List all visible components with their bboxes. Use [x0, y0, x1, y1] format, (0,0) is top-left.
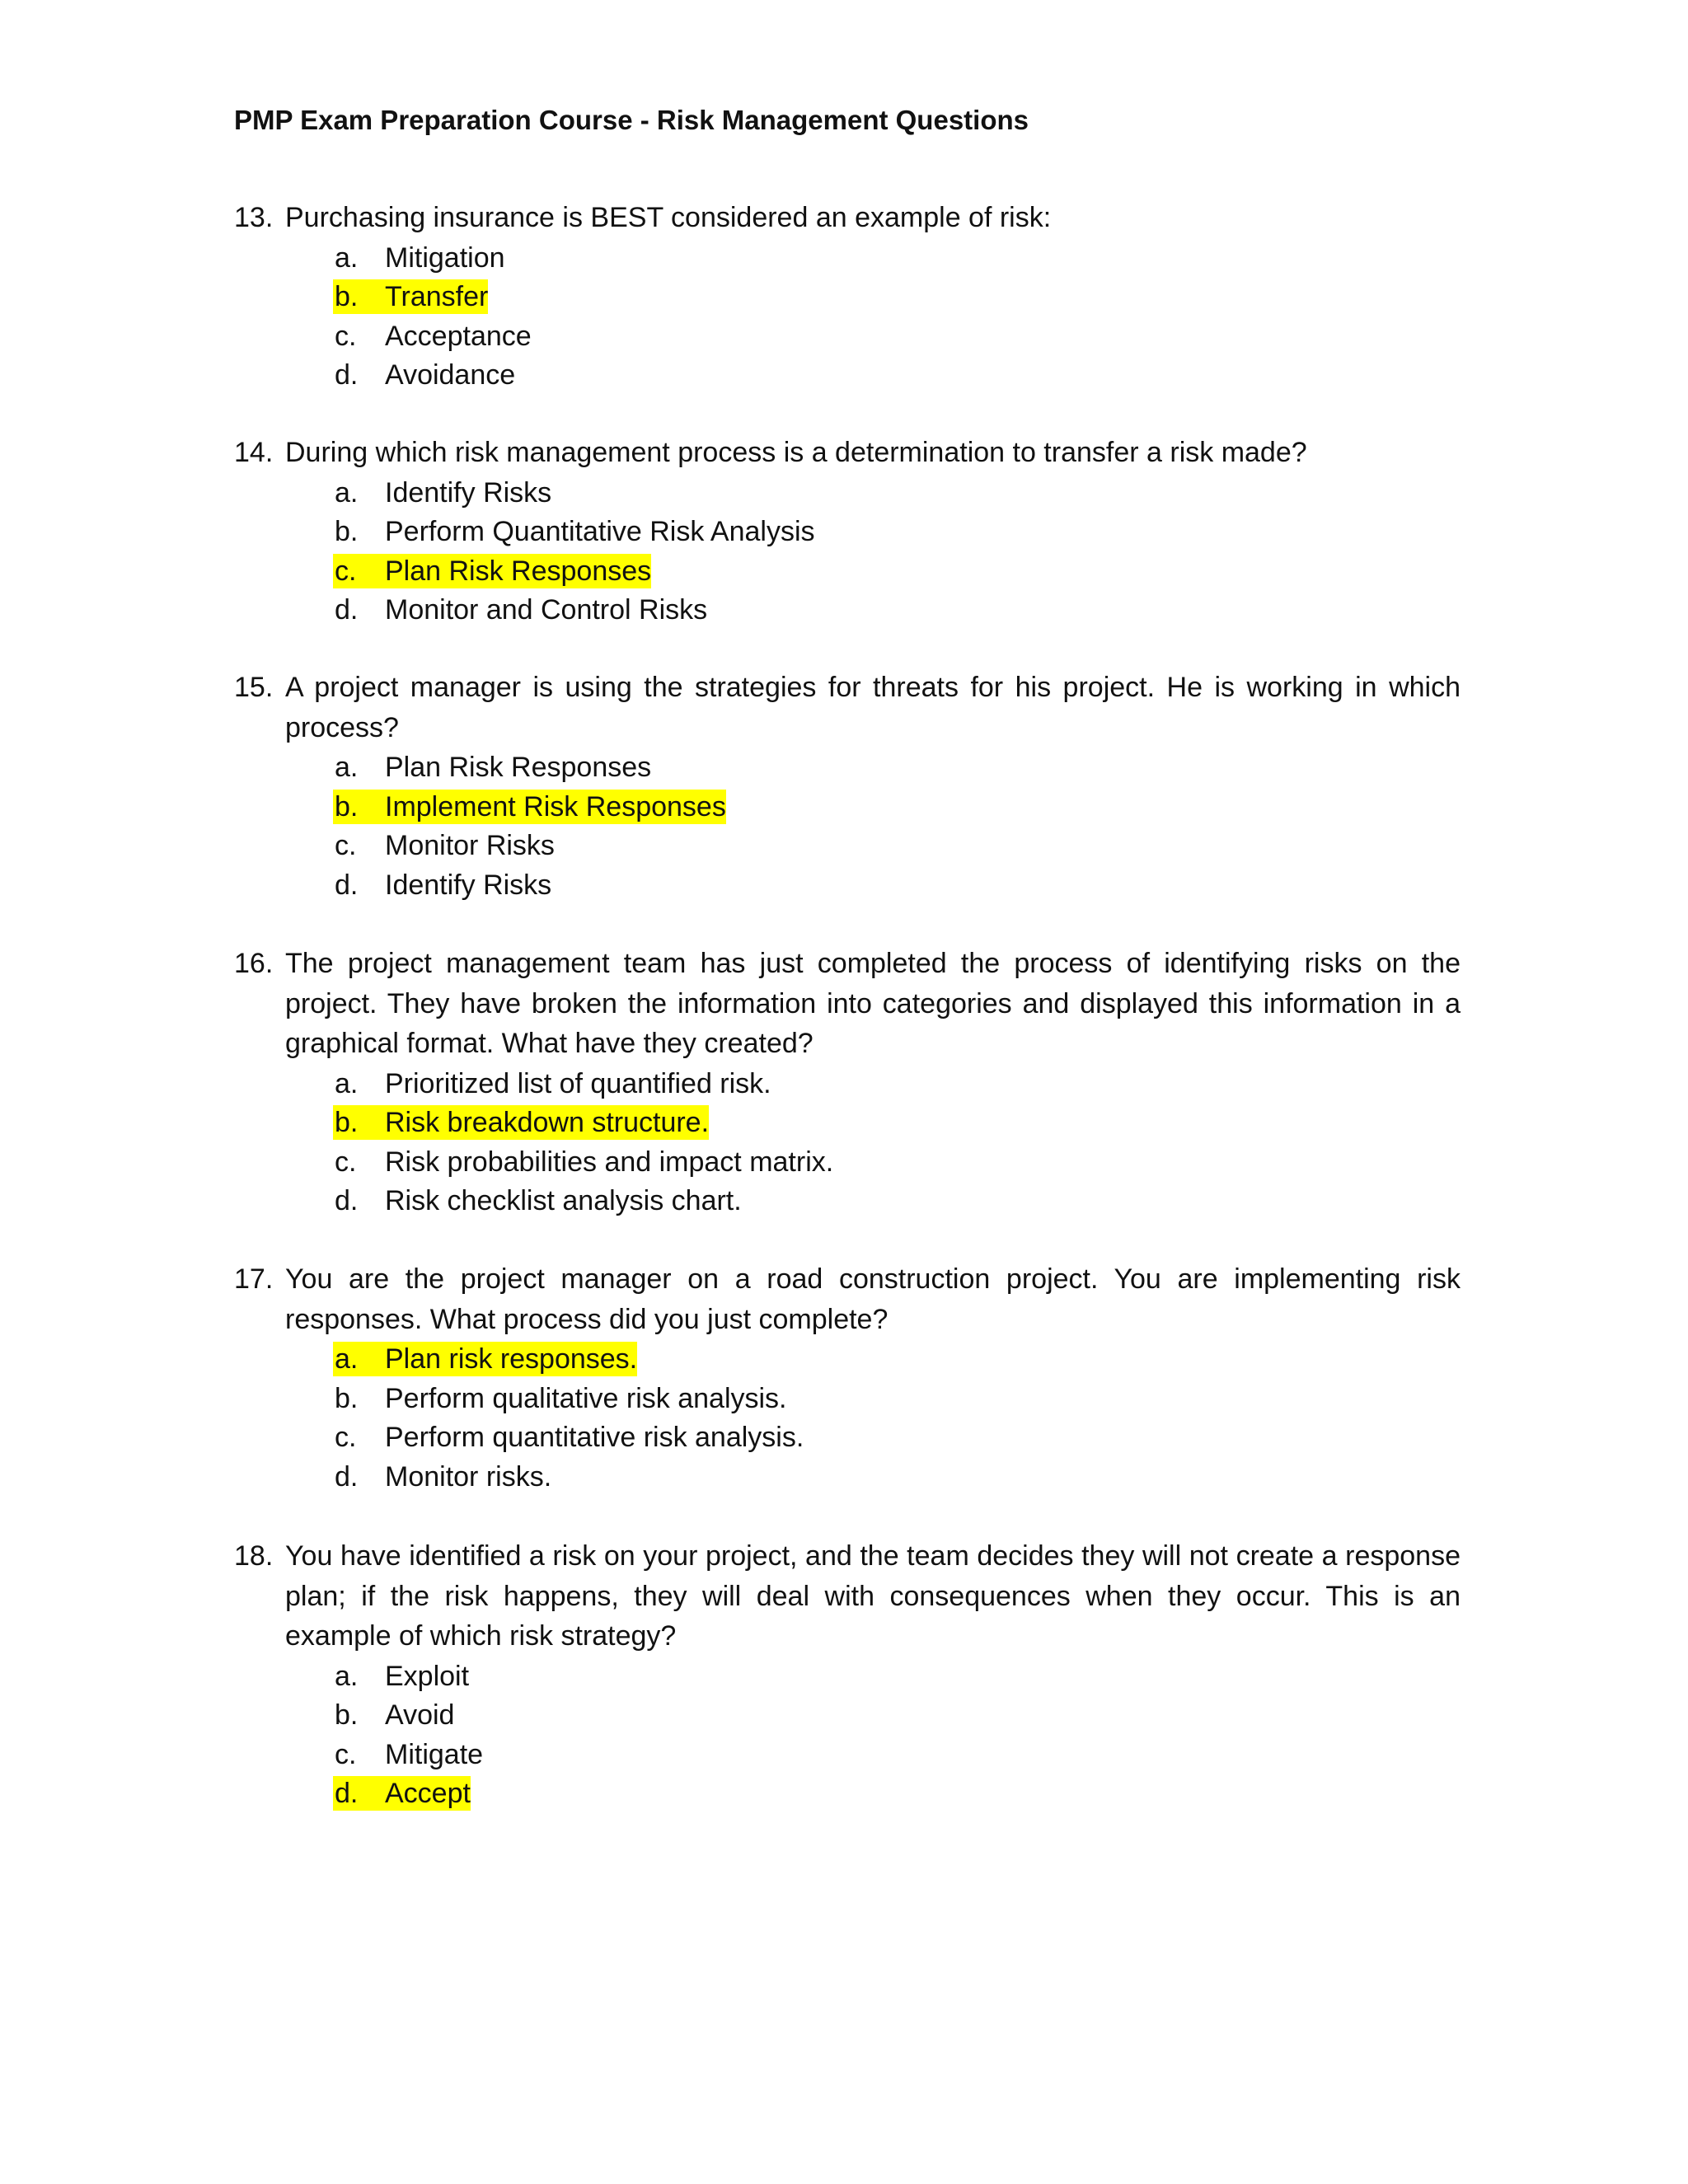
option-text: Avoidance: [385, 359, 516, 391]
option-letter: d.: [335, 359, 359, 391]
option-letter: d.: [335, 1185, 359, 1216]
option-letter: a.: [335, 1343, 359, 1375]
option-text: Risk probabilities and impact matrix.: [385, 1146, 834, 1178]
option-c: [234, 826, 1461, 865]
option-text: Implement Risk Responses: [385, 790, 726, 823]
question-16: [234, 944, 1461, 1221]
option-letter: a.: [335, 1660, 359, 1692]
option-letter: b.: [335, 1107, 359, 1138]
option-text: Risk checklist analysis chart.: [385, 1185, 742, 1216]
option-text: Monitor and Control Risks: [385, 594, 708, 626]
question-18: [234, 1536, 1461, 1813]
question-number: 18.: [234, 1540, 274, 1572]
question-number: 14.: [234, 437, 274, 468]
question-text: A project manager is using the strategies for threats for his project. He is working in which process?: [285, 672, 1461, 743]
question-stem: [234, 668, 1461, 748]
question-14: [234, 433, 1461, 630]
document-title: PMP Exam Preparation Course - Risk Management Questions: [234, 105, 1029, 135]
options-list: [234, 1657, 1461, 1813]
option-text: Prioritized list of quantified risk.: [385, 1067, 771, 1099]
option-letter: d.: [335, 869, 359, 901]
option-d: [234, 355, 1461, 395]
question-15: [234, 668, 1461, 904]
question-number: 17.: [234, 1263, 274, 1295]
option-text: Plan risk responses.: [385, 1343, 638, 1375]
option-c: [234, 1142, 1461, 1182]
question-number: 13.: [234, 202, 274, 233]
option-b-correct-answer: [234, 277, 1461, 316]
option-d: [234, 590, 1461, 630]
option-text: Perform qualitative risk analysis.: [385, 1382, 787, 1414]
option-letter: d.: [335, 1460, 359, 1493]
question-13: [234, 198, 1461, 395]
option-a: [234, 1657, 1461, 1696]
option-text: Perform quantitative risk analysis.: [385, 1422, 804, 1453]
option-a: [234, 473, 1461, 513]
question-text: You are the project manager on a road construction project. You are implementing risk responses. What process did you just complete?: [285, 1263, 1461, 1335]
option-text: Mitigate: [385, 1738, 484, 1770]
option-letter: c.: [335, 1146, 357, 1178]
option-text: Identify Risks: [385, 476, 552, 509]
option-d: [234, 1457, 1461, 1497]
question-stem: [234, 433, 1461, 473]
option-text: Identify Risks: [385, 869, 552, 901]
option-text: Perform Quantitative Risk Analysis: [385, 516, 815, 547]
option-c: [234, 1735, 1461, 1774]
option-text: Accept: [385, 1778, 471, 1809]
option-text: Transfer: [385, 281, 489, 312]
question-number: 16.: [234, 948, 274, 979]
option-b: [234, 1379, 1461, 1418]
option-letter: b.: [335, 790, 359, 823]
option-letter: d.: [335, 1778, 359, 1809]
options-list: [234, 748, 1461, 904]
option-letter: c.: [335, 830, 357, 861]
option-letter: d.: [335, 594, 359, 626]
option-letter: c.: [335, 1422, 357, 1453]
options-list: [234, 473, 1461, 630]
option-letter: c.: [335, 1738, 357, 1770]
option-text: Plan Risk Responses: [385, 555, 652, 587]
option-letter: b.: [335, 1382, 359, 1414]
option-c: [234, 316, 1461, 356]
option-b-correct-answer: [234, 787, 1461, 827]
question-stem: [234, 1259, 1461, 1339]
option-letter: c.: [335, 320, 357, 352]
option-letter: b.: [335, 516, 359, 547]
option-text: Avoid: [385, 1699, 455, 1731]
option-d: [234, 865, 1461, 905]
options-list: [234, 1339, 1461, 1496]
options-list: [234, 238, 1461, 395]
option-letter: a.: [335, 752, 359, 783]
option-d: [234, 1181, 1461, 1221]
question-number: 15.: [234, 672, 274, 703]
option-letter: b.: [335, 1699, 359, 1731]
question-stem: [234, 198, 1461, 238]
question-stem: [234, 944, 1461, 1064]
question-text: Purchasing insurance is BEST considered an example of risk:: [285, 202, 1052, 233]
option-text: Acceptance: [385, 320, 532, 352]
option-text: Monitor Risks: [385, 830, 555, 861]
option-text: Monitor risks.: [385, 1460, 552, 1493]
option-letter: c.: [335, 555, 357, 587]
option-letter: b.: [335, 281, 359, 312]
question-text: You have identified a risk on your project, and the team decides they will not create a response plan; if the risk happens, they will deal with consequences when they occur. This is an example of which risk strategy?: [285, 1540, 1461, 1652]
option-c: [234, 1418, 1461, 1457]
question-text: The project management team has just completed the process of identifying risks on the project. They have broken the information into categories and displayed this information in a graphical format. What have they created?: [285, 948, 1461, 1059]
question-text: During which risk management process is a determination to transfer a risk made?: [285, 437, 1307, 468]
option-a: [234, 748, 1461, 787]
option-text: Risk breakdown structure.: [385, 1107, 710, 1138]
question-17: [234, 1259, 1461, 1496]
option-b: [234, 512, 1461, 551]
option-letter: a.: [335, 241, 359, 274]
option-c-correct-answer: [234, 551, 1461, 591]
option-a: [234, 238, 1461, 278]
option-b-correct-answer: [234, 1103, 1461, 1142]
option-letter: a.: [335, 476, 359, 509]
option-a: [234, 1064, 1461, 1104]
options-list: [234, 1064, 1461, 1221]
option-letter: a.: [335, 1067, 359, 1099]
option-b: [234, 1695, 1461, 1735]
option-a-correct-answer: [234, 1339, 1461, 1379]
option-d-correct-answer: [234, 1774, 1461, 1813]
option-text: Exploit: [385, 1660, 470, 1692]
option-text: Mitigation: [385, 241, 505, 274]
question-stem: [234, 1536, 1461, 1657]
option-text: Plan Risk Responses: [385, 752, 652, 783]
